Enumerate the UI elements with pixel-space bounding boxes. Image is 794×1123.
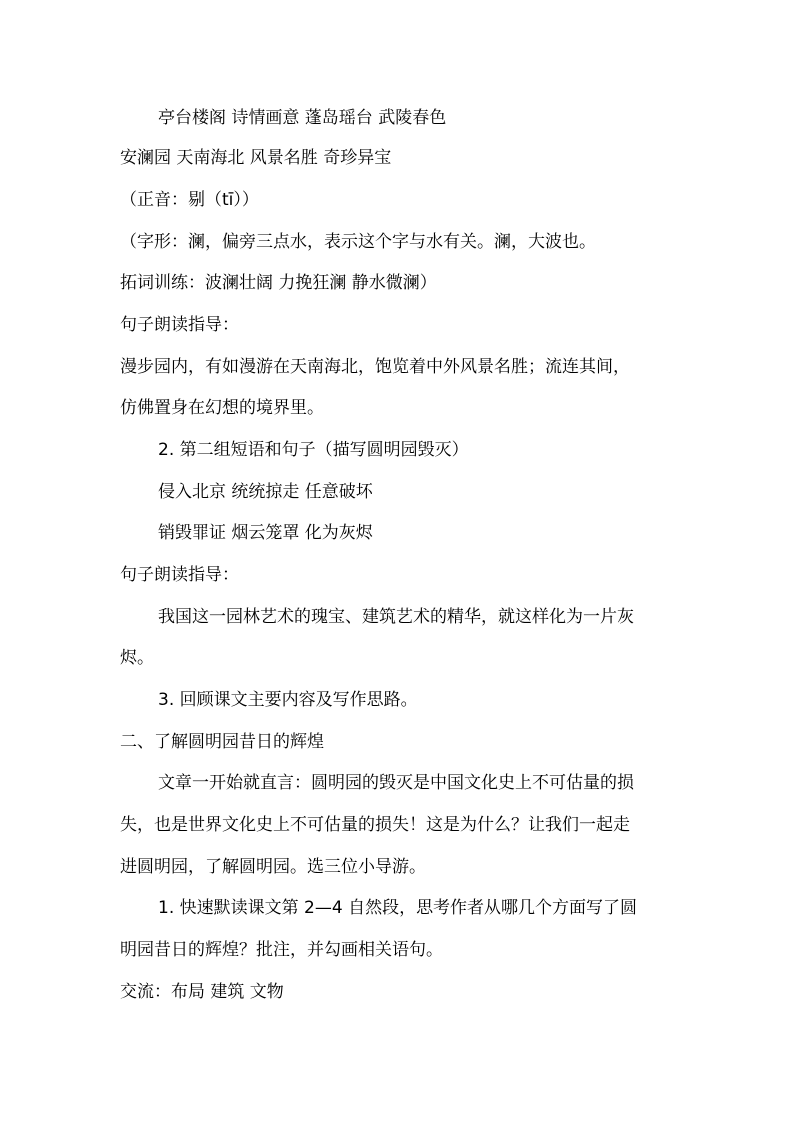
phrase-group-2-line-2: 销毁罪证 烟云笼罩 化为灰烬 <box>158 523 373 543</box>
task-1-line-1: 1. 快速默读课文第 2—4 自然段，思考作者从哪几个方面写了圆 <box>158 898 638 918</box>
section-2-heading: 2. 第二组短语和句子（描写圆明园毁灭） <box>158 440 469 460</box>
intro-paragraph-line-1: 文章一开始就直言：圆明园的毁灭是中国文化史上不可估量的损 <box>158 773 634 793</box>
word-expansion-note: 拓词训练：波澜壮阔 力挽狂澜 静水微澜） <box>120 273 437 293</box>
character-form-note: （字形：澜，偏旁三点水，表示这个字与水有关。澜，大波也。 <box>120 232 596 252</box>
reading-guide-heading-2: 句子朗读指导： <box>120 565 239 585</box>
reading-sentence-2-line-2: 烬。 <box>120 648 154 668</box>
task-1-line-2: 明园昔日的辉煌？批注，并勾画相关语句。 <box>120 940 443 960</box>
reading-sentence-1-line-2: 仿佛置身在幻想的境界里。 <box>120 398 324 418</box>
intro-paragraph-line-3: 进圆明园，了解圆明园。选三位小导游。 <box>120 857 426 877</box>
reading-sentence-2-line-1: 我国这一园林艺术的瑰宝、建筑艺术的精华，就这样化为一片灰 <box>158 607 634 627</box>
section-3-heading: 3. 回顾课文主要内容及写作思路。 <box>158 690 418 710</box>
exchange-line: 交流：布局 建筑 文物 <box>120 982 284 1002</box>
reading-guide-heading-1: 句子朗读指导： <box>120 315 239 335</box>
reading-sentence-1-line-1: 漫步园内，有如漫游在天南海北，饱览着中外风景名胜；流连其间， <box>120 357 630 377</box>
phrase-group-1-line-2: 安澜园 天南海北 风景名胜 奇珍异宝 <box>120 148 392 168</box>
pronunciation-note: （正音：剔（tī）） <box>120 190 259 210</box>
phrase-group-2-line-1: 侵入北京 统统掠走 任意破坏 <box>158 482 373 502</box>
part-2-heading: 二、了解圆明园昔日的辉煌 <box>120 732 324 752</box>
intro-paragraph-line-2: 失，也是世界文化史上不可估量的损失！这是为什么？让我们一起走 <box>120 815 630 835</box>
phrase-group-1-line-1: 亭台楼阁 诗情画意 蓬岛瑶台 武陵春色 <box>158 108 447 128</box>
